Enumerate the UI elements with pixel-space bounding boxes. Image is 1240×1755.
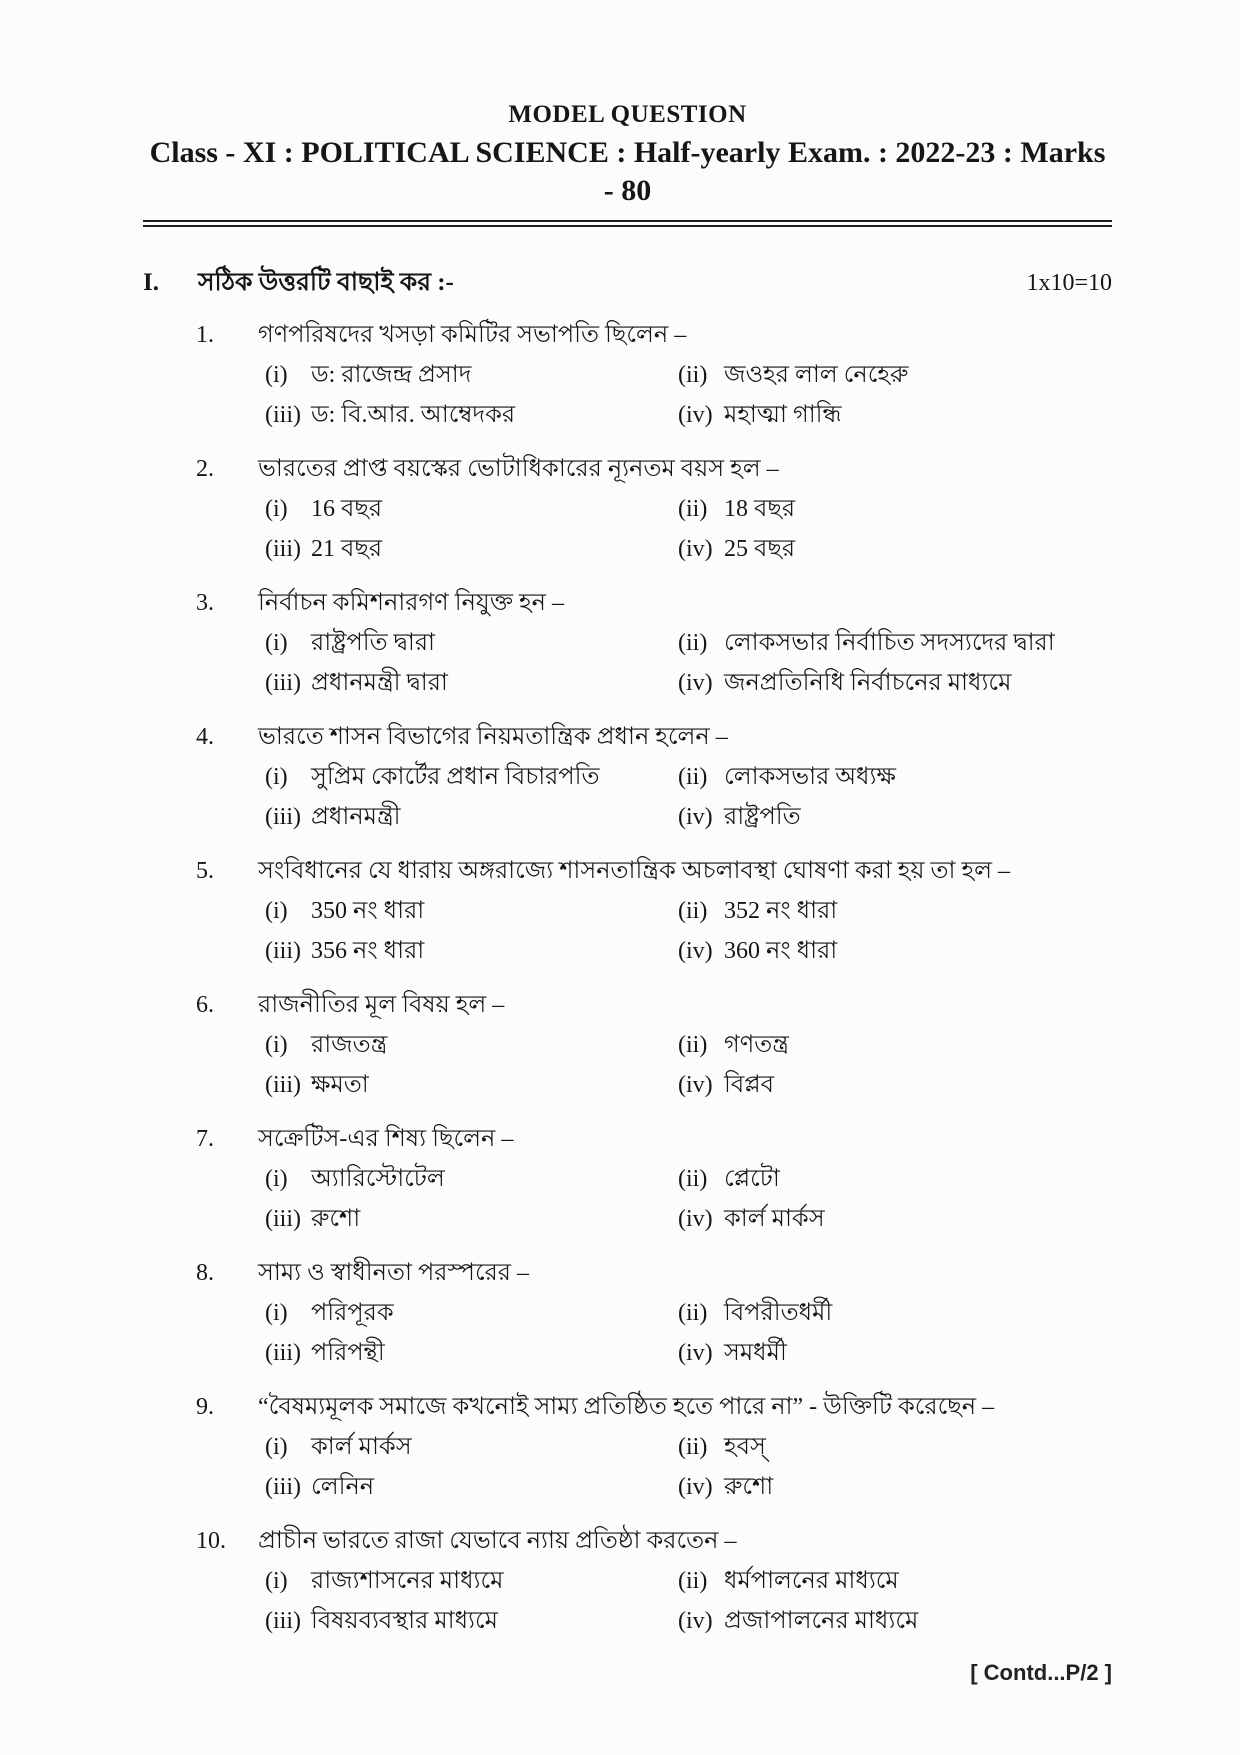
question-block <box>196 851 1112 971</box>
option-i-text: রাজ্যশাসনের মাধ্যমে <box>311 1568 504 1594</box>
option-iii-text: প্রধানমন্ত্রী দ্বারা <box>311 670 448 696</box>
option-iv-text: 25 বছর <box>724 536 796 562</box>
option-ii-text: বিপরীতধর্মী <box>724 1300 833 1326</box>
option-iv-label: (iv) <box>678 670 713 696</box>
option-iv <box>678 797 1112 837</box>
option-iii-text: 21 বছর <box>311 536 383 562</box>
section-marks: 1x10=10 <box>1026 270 1112 296</box>
option-i-text: সুপ্রিম কোর্টের প্রধান বিচারপতি <box>311 764 600 790</box>
option-iv-text: সমধর্মী <box>724 1340 787 1366</box>
option-i-label: (i) <box>265 496 288 522</box>
option-iv-label: (iv) <box>678 804 713 830</box>
question-head <box>196 1253 1112 1293</box>
option-ii-text: প্লেটো <box>724 1166 780 1192</box>
question-block <box>196 315 1112 435</box>
option-grid <box>265 489 1112 569</box>
option-ii-text: ধর্মপালনের মাধ্যমে <box>724 1568 899 1594</box>
option-iii-text: পরিপন্থী <box>311 1340 385 1366</box>
question-block <box>196 583 1112 703</box>
question-number: 2. <box>196 456 214 482</box>
section-number: I. <box>143 269 159 296</box>
option-iii <box>265 1601 678 1641</box>
question-head <box>196 851 1112 891</box>
option-i-label: (i) <box>265 1568 288 1594</box>
option-iv <box>678 1065 1112 1105</box>
option-iii <box>265 529 678 569</box>
option-i <box>265 1159 678 1199</box>
option-i-label: (i) <box>265 898 288 924</box>
question-text: সংবিধানের যে ধারায় অঙ্গরাজ্যে শাসনতান্ত্রিক অচলাবস্থা ঘোষণা করা হয় তা হল – <box>258 858 1010 884</box>
question-text: “বৈষম্যমূলক সমাজে কখনোই সাম্য প্রতিষ্ঠিত হতে পারে না” - উক্তিটি করেছেন – <box>258 1394 995 1420</box>
option-i <box>265 623 678 663</box>
option-i-label: (i) <box>265 1166 288 1192</box>
option-ii-text: জওহর লাল নেহেরু <box>724 362 909 388</box>
question-number: 5. <box>196 858 214 884</box>
question-block <box>196 449 1112 569</box>
question-text: নির্বাচন কমিশনারগণ নিযুক্ত হন – <box>258 590 564 616</box>
option-grid <box>265 1159 1112 1239</box>
question-head <box>196 717 1112 757</box>
question-head <box>196 583 1112 623</box>
section-heading-row <box>143 265 1112 301</box>
option-i-text: 16 বছর <box>311 496 383 522</box>
option-iii-label: (iii) <box>265 938 301 964</box>
option-ii <box>678 757 1112 797</box>
option-iv-text: প্রজাপালনের মাধ্যমে <box>724 1608 919 1634</box>
question-text: সক্রেটিস-এর শিষ্য ছিলেন – <box>258 1126 514 1152</box>
option-grid <box>265 757 1112 837</box>
option-iv-label: (iv) <box>678 536 713 562</box>
question-number: 4. <box>196 724 214 750</box>
question-head <box>196 985 1112 1025</box>
question-text: প্রাচীন ভারতে রাজা যেভাবে ন্যায় প্রতিষ্ঠা করতেন – <box>258 1528 737 1554</box>
question-number: 10. <box>196 1528 226 1554</box>
option-ii-label: (ii) <box>678 362 708 388</box>
header-divider <box>143 220 1112 227</box>
option-iv-text: জনপ্রতিনিধি নির্বাচনের মাধ্যমে <box>724 670 1012 696</box>
question-head <box>196 1387 1112 1427</box>
option-iv-label: (iv) <box>678 1608 713 1634</box>
option-ii <box>678 1293 1112 1333</box>
option-iv <box>678 1601 1112 1641</box>
option-iii-label: (iii) <box>265 670 301 696</box>
option-ii-label: (ii) <box>678 1166 708 1192</box>
option-ii-text: হবস্ <box>724 1434 766 1460</box>
question-text: ভারতের প্রাপ্ত বয়স্কের ভোটাধিকারের ন্যূনতম বয়স হল – <box>258 456 779 482</box>
question-number: 6. <box>196 992 214 1018</box>
question-head <box>196 315 1112 355</box>
option-iv-label: (iv) <box>678 1206 713 1232</box>
option-i <box>265 1293 678 1333</box>
option-ii <box>678 891 1112 931</box>
option-iii-label: (iii) <box>265 536 301 562</box>
option-i-label: (i) <box>265 764 288 790</box>
question-block <box>196 1387 1112 1507</box>
option-grid <box>265 355 1112 435</box>
option-ii-label: (ii) <box>678 1300 708 1326</box>
option-i-text: অ্যারিস্টোটেল <box>311 1166 445 1192</box>
page-footer <box>143 1655 1112 1694</box>
option-iii-label: (iii) <box>265 804 301 830</box>
option-ii-label: (ii) <box>678 496 708 522</box>
option-ii <box>678 623 1112 663</box>
option-iii <box>265 1467 678 1507</box>
option-i-label: (i) <box>265 1434 288 1460</box>
option-i-label: (i) <box>265 1300 288 1326</box>
option-i <box>265 891 678 931</box>
option-iv-text: বিপ্লব <box>724 1072 774 1098</box>
option-ii <box>678 1025 1112 1065</box>
option-ii <box>678 1427 1112 1467</box>
option-iii-text: ক্ষমতা <box>311 1072 369 1098</box>
paper-header <box>143 100 1112 227</box>
option-grid <box>265 1293 1112 1373</box>
option-ii-text: 352 নং ধারা <box>724 898 838 924</box>
option-ii-text: গণতন্ত্র <box>724 1032 789 1058</box>
option-i-text: রাষ্ট্রপতি দ্বারা <box>311 630 436 656</box>
option-grid <box>265 1427 1112 1507</box>
option-i-text: 350 নং ধারা <box>311 898 425 924</box>
question-text: রাজনীতির মূল বিষয় হল – <box>258 992 505 1018</box>
option-grid <box>265 623 1112 703</box>
option-i <box>265 355 678 395</box>
option-iii-label: (iii) <box>265 402 301 428</box>
option-iv-label: (iv) <box>678 1340 713 1366</box>
contd-note: [ Contd...P/2 ] <box>970 1660 1112 1685</box>
question-number: 3. <box>196 590 214 616</box>
option-ii <box>678 489 1112 529</box>
option-iv <box>678 1467 1112 1507</box>
option-iii <box>265 797 678 837</box>
option-ii-label: (ii) <box>678 630 708 656</box>
option-iii-text: 356 নং ধারা <box>311 938 425 964</box>
option-iii-label: (iii) <box>265 1206 301 1232</box>
option-iii-text: ড: বি.আর. আম্বেদকর <box>311 402 516 428</box>
option-iii <box>265 1199 678 1239</box>
option-i-label: (i) <box>265 630 288 656</box>
option-ii-text: লোকসভার অধ্যক্ষ <box>724 764 896 790</box>
question-block <box>196 717 1112 837</box>
question-number: 9. <box>196 1394 214 1420</box>
question-block <box>196 1119 1112 1239</box>
option-iv-text: 360 নং ধারা <box>724 938 838 964</box>
option-ii-label: (ii) <box>678 1434 708 1460</box>
option-i-label: (i) <box>265 1032 288 1058</box>
option-i <box>265 489 678 529</box>
option-iv <box>678 931 1112 971</box>
option-grid <box>265 891 1112 971</box>
option-iii-label: (iii) <box>265 1072 301 1098</box>
question-text: গণপরিষদের খসড়া কমিটির সভাপতি ছিলেন – <box>258 322 687 348</box>
option-iii-text: লেনিন <box>311 1474 375 1500</box>
option-iii <box>265 1065 678 1105</box>
option-iii-label: (iii) <box>265 1474 301 1500</box>
option-ii-label: (ii) <box>678 1568 708 1594</box>
option-iii-text: বিষয়ব্যবস্থার মাধ্যমে <box>311 1608 498 1634</box>
option-iv-label: (iv) <box>678 1474 713 1500</box>
option-ii <box>678 355 1112 395</box>
question-head <box>196 1119 1112 1159</box>
option-i-text: কার্ল মার্কস <box>311 1434 412 1460</box>
option-ii-label: (ii) <box>678 1032 708 1058</box>
option-i-text: ড: রাজেন্দ্র প্রসাদ <box>311 362 472 388</box>
option-ii-label: (ii) <box>678 898 708 924</box>
option-i-text: রাজতন্ত্র <box>311 1032 388 1058</box>
option-iii <box>265 395 678 435</box>
option-iv <box>678 529 1112 569</box>
option-iii-text: রুশো <box>311 1206 361 1232</box>
question-head <box>196 449 1112 489</box>
option-i <box>265 1427 678 1467</box>
option-iv-label: (iv) <box>678 938 713 964</box>
option-iv <box>678 1199 1112 1239</box>
question-number: 7. <box>196 1126 214 1152</box>
option-iv-text: মহাত্মা গান্ধি <box>724 402 842 428</box>
question-head <box>196 1521 1112 1561</box>
option-ii <box>678 1159 1112 1199</box>
option-iv-text: কার্ল মার্কস <box>724 1206 825 1232</box>
option-iv-text: রুশো <box>724 1474 774 1500</box>
page-subtitle: Class - XI : POLITICAL SCIENCE : Half-yearly Exam. : 2022-23 : Marks - 80 <box>149 136 1106 207</box>
question-block <box>196 1253 1112 1373</box>
option-iii-label: (iii) <box>265 1340 301 1366</box>
question-text: সাম্য ও স্বাধীনতা পরস্পরের – <box>258 1260 530 1286</box>
question-list <box>196 315 1112 1641</box>
option-iv <box>678 395 1112 435</box>
option-iv-label: (iv) <box>678 402 713 428</box>
option-iv-label: (iv) <box>678 1072 713 1098</box>
option-grid <box>265 1561 1112 1641</box>
option-iii <box>265 663 678 703</box>
option-ii-text: লোকসভার নির্বাচিত সদস্যদের দ্বারা <box>724 630 1055 656</box>
option-grid <box>265 1025 1112 1105</box>
option-i-text: পরিপূরক <box>311 1300 394 1326</box>
section-instruction: সঠিক উত্তরটি বাছাই কর :- <box>198 269 454 296</box>
question-number: 1. <box>196 322 214 348</box>
option-ii-label: (ii) <box>678 764 708 790</box>
option-iv-text: রাষ্ট্রপতি <box>724 804 801 830</box>
option-i-label: (i) <box>265 362 288 388</box>
option-i <box>265 757 678 797</box>
option-iii-text: প্রধানমন্ত্রী <box>311 804 401 830</box>
option-i <box>265 1025 678 1065</box>
option-iii-label: (iii) <box>265 1608 301 1634</box>
option-ii <box>678 1561 1112 1601</box>
question-number: 8. <box>196 1260 214 1286</box>
question-block <box>196 1521 1112 1641</box>
question-text: ভারতে শাসন বিভাগের নিয়মতান্ত্রিক প্রধান হলেন – <box>258 724 728 750</box>
option-iv <box>678 1333 1112 1373</box>
option-iv <box>678 663 1112 703</box>
option-ii-text: 18 বছর <box>724 496 796 522</box>
option-iii <box>265 1333 678 1373</box>
page-title: MODEL QUESTION <box>508 101 747 128</box>
question-block <box>196 985 1112 1105</box>
option-i <box>265 1561 678 1601</box>
option-iii <box>265 931 678 971</box>
